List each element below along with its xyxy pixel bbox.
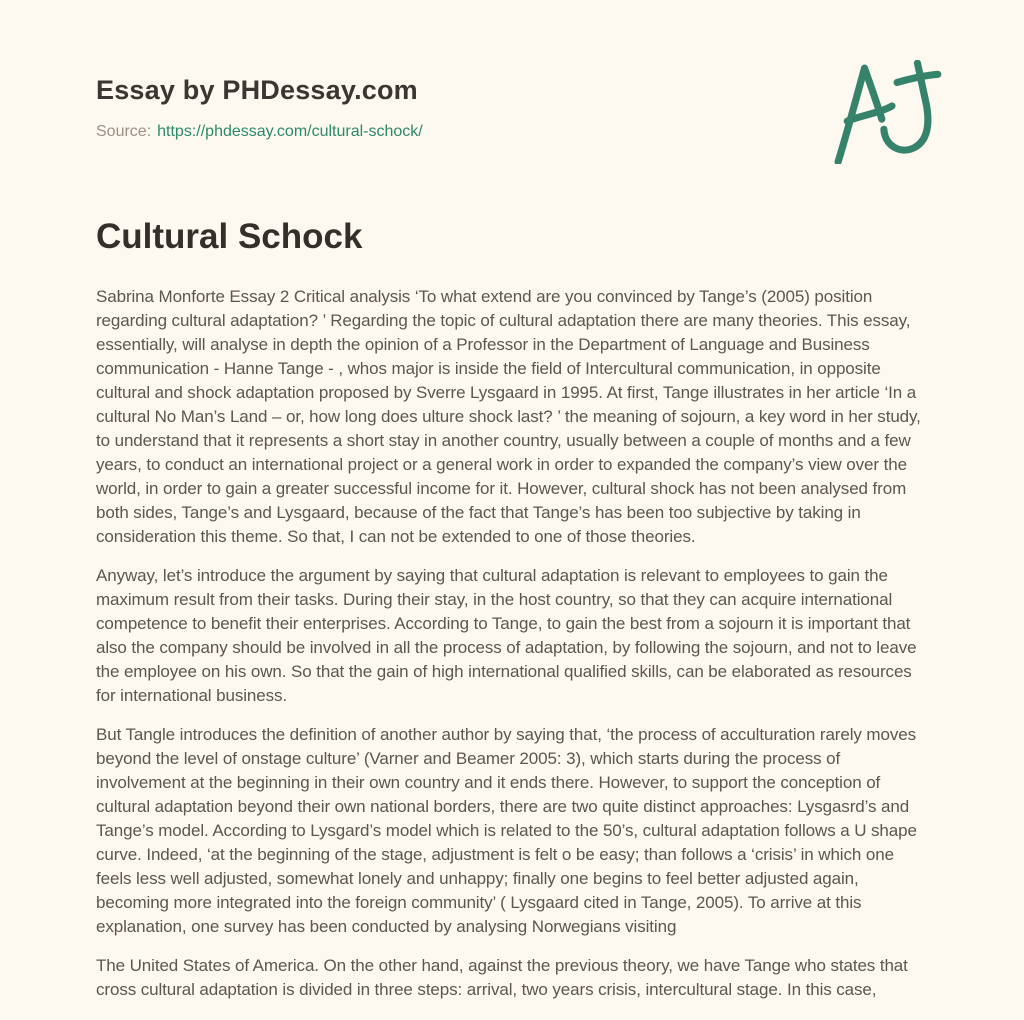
essay-paragraph: But Tangle introduces the definition of another author by saying that, ‘the process of acculturation rarely moves beyond the level of onstage culture’ (Varner and Beamer 2005: 3), which starts during the process of involvement at the beginning in their own country and it ends there. However, to support the conception of cultural adaptation beyond their own national borders, there are two quite distinct approaches: Lysgasrd’s and Tange’s model. According to Lysgard’s model which is related to the 50’s, cultural adaptation follows a U shape curve. Indeed, ‘at the beginning of the stage, adjustment is felt o be easy; than follows a ‘crisis’ in which one feels less well adjusted, somewhat lonely and unhappy; finally one begins to feel better adjusted again, becoming more integrated into the foreign community’ ( Lysgaard cited in Tange, 2005). To arrive at this explanation, one survey has been conducted by analysing Norwegians visiting (96, 725, 917, 936)
source-link[interactable]: https://phdessay.com/cultural-schock/ (157, 123, 423, 140)
essay-paragraph: The United States of America. On the other hand, against the previous theory, we have Tange who states that cross cultural adaptation is divided in three steps: arrival, two years crisis, intercultural stage. In this case, (96, 956, 908, 999)
a-plus-logo-icon (834, 60, 948, 164)
essay-paragraph: Anyway, let’s introduce the argument by saying that cultural adaptation is relevant to employees to gain the maximum result from their tasks. During their stay, in the host country, so that they can acquire international competence to benefit their enterprises. According to Tange, to gain the best from a sojourn it is important that also the company should be involved in all the process of adaptation, by following the sojourn, and not to leave the employee on his own. So that the gain of high international qualified skills, can be elaborated as resources for international business. (96, 566, 917, 705)
essay-paragraph: Sabrina Monforte Essay 2 Critical analysis ‘To what extend are you convinced by Tange’s (2005) position regarding cultural adaptation? ’ Regarding the topic of cultural adaptation there are many theories. This essay, essentially, will analyse in depth the opinion of a Professor in the Department of Language and Business communication - Hanne Tange - , whos major is inside the field of Intercultural communication, in opposite cultural and shock adaptation proposed by Sverre Lysgaard in 1995. At first, Tange illustrates in her article ‘In a cultural No Man’s Land – or, how long does ulture shock last? ’ the meaning of sojourn, a key word in her study, to understand that it represents a short stay in another country, usually between a couple of months and a few years, to conduct an international project or a general work in order to expanded the company’s view over the world, in order to gain a greater successful income for it. However, cultural shock has not been analysed from both sides, Tange’s and Lysgaard, because of the fact that Tange’s has been too subjective by taking in consideration this theme. So that, I can not be extended to one of those theories. (96, 287, 921, 546)
page-title: Essay by PHDessay.com (96, 75, 418, 105)
source-line (96, 121, 932, 143)
essay-body (96, 285, 932, 1002)
essay-main (96, 215, 932, 1002)
source-label: Source: (96, 123, 152, 140)
essay-title: Cultural Schock (96, 217, 363, 256)
page-header (96, 74, 932, 143)
